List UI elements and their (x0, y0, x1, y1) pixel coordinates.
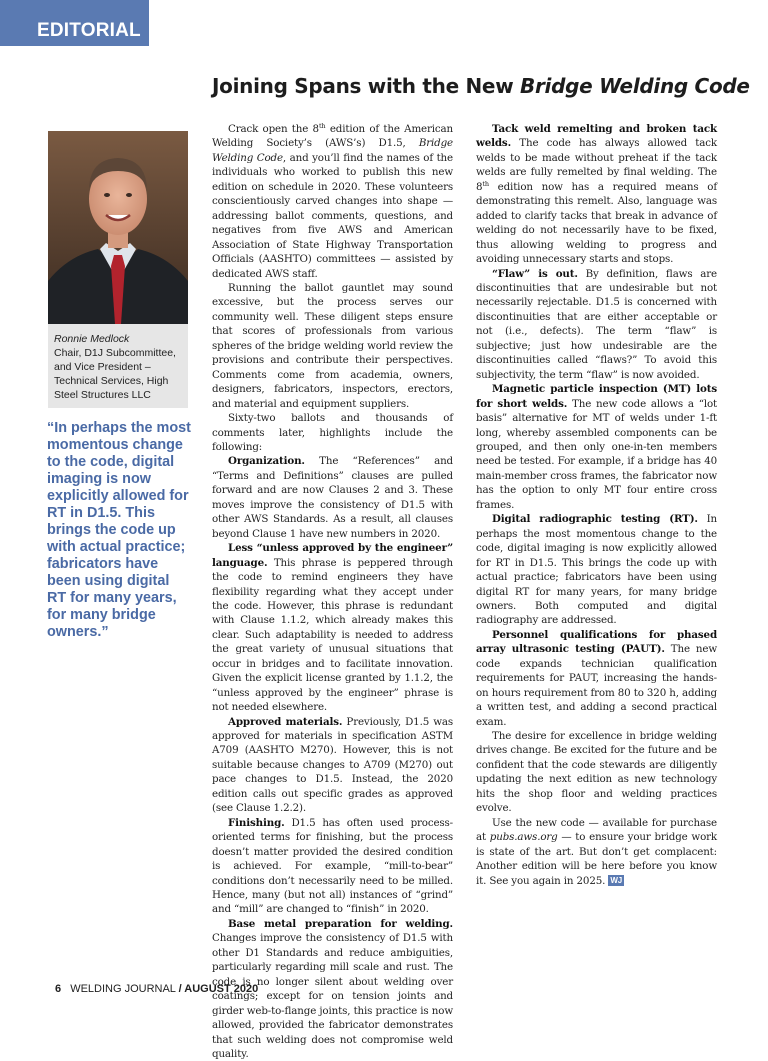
author-photo (48, 131, 188, 324)
closing-link-text: pubs.aws.org (489, 831, 558, 844)
basemetal-body: Changes improve the consistency of D1.5 with other D1 Standards and reduce ambiguities, particularly regarding mill scale and rust. The code is no longer silent about welding over coatings; except for on tension joints and girder web-to-flange joints, this practice is now allowed, provided the fabricator demonstrates that such welding does not compromise weld quality. (212, 932, 453, 1060)
paragraph-mt (476, 382, 717, 512)
headline (212, 74, 750, 98)
intro-text-a: Crack open the 8 (228, 123, 319, 135)
headline-italic: Bridge Welding Code (520, 74, 750, 98)
section-tag: EDITORIAL (0, 0, 149, 46)
paragraph-organization (212, 454, 453, 541)
paut-body: The new code expands technician qualification requirements for PAUT, increasing the hands-on hours requirement from 80 to 320 h, adding a written test, and adding a second practical exam. (476, 643, 717, 728)
mt-head: Magnetic particle inspection (MT) lots for short welds. (476, 383, 717, 410)
journal-name: WELDING JOURNAL (70, 983, 176, 995)
wj-end-badge: WJ (610, 875, 623, 885)
tackweld-body-b: edition now has a required means of demonstrating this remelt. Also, language was added to clarify tacks that break in advance of welding do not necessarily have to be fixed, thus allowing welding to progress and avoiding unnecessary starts and stops. (476, 180, 717, 266)
closing-text-a: Use the new code — available for purchase at (476, 816, 717, 844)
author-portrait-image (48, 131, 188, 324)
digital-head: Digital radiographic testing (RT). (492, 513, 698, 526)
flaw-head: “Flaw” is out. (492, 267, 578, 280)
mt-body: The new code allows a “lot basis” alternative for MT of welds under 1-ft long, whereby assembled components can be grouped, and then only one-in-ten members need be tested. For example, if a bridge has 40 main-member cross frames, the fabricator now has the option to only MT four entire cross frames. (476, 397, 718, 511)
headline-main: Joining Spans with the New (212, 74, 521, 98)
tackweld-sup: th (482, 179, 489, 188)
page-number: 6 (55, 983, 62, 995)
tackweld-body-a: The code has always allowed tack welds to be made without preheat if the tack welds are fully remelted by final welding. The 8 (476, 137, 717, 193)
paut-head: Personnel qualifications for phased array ultrasonic testing (PAUT). (476, 628, 717, 656)
tackweld-head: Tack weld remelting and broken tack welds. (476, 123, 717, 150)
approved-body: Previously, D1.5 was approved for materials in specification ASTM A709 (AASHTO M270). However, this is not suitable because changes to A709 (M270) out pace changes to D1.5. Instead, the 2020 edition calls out specific grades as approved (see Clause 1.2.2). (212, 715, 453, 815)
paragraph-paut (476, 628, 717, 729)
paragraph-approved (212, 715, 453, 816)
approved-head: Approved materials. (228, 715, 343, 728)
issue-date: / AUGUST 2020 (178, 983, 259, 995)
organization-head: Organization. (228, 455, 305, 468)
unless-body: This phrase is peppered through the code to remind engineers they have flexibility regarding what they accept under the code. However, this phrase is redundant with Clause 1.1.2, which already makes this clear. Such adaptability is needed to address the great variety of unusual situations that occur in bridges and to facilitate innovation. Given the explicit license granted by 1.1.2, the “unless approved by the engineer” phrase is not needed elsewhere. (212, 556, 453, 714)
paragraph-ballot: Running the ballot gauntlet may sound excessive, but the process serves our community well. These diligent steps ensure that scores of professionals from various spheres of the bridge welding world review the provisions and contribute their perspectives. Comments come from academia, owners, designers, fabricators, inspectors, erectors, and material and equipment suppliers. (212, 281, 453, 410)
article-column-2 (476, 122, 717, 888)
intro-text-b: edition of the American Welding Society’s (AWS’s) D1.5, (212, 123, 454, 150)
paragraph-tackweld (476, 122, 717, 267)
caption-name: Ronnie Medlock (54, 333, 130, 345)
basemetal-head: Base metal preparation for welding. (228, 917, 453, 930)
paragraph-finishing (212, 816, 453, 917)
intro-italic: Bridge Welding Code (212, 137, 453, 164)
organization-body: The “References” and “Terms and Definitions” clauses are pulled forward and are now Clauses 2 and 3. These moves improve the consistency of D1.5 with other AWS Standards. As a result, all clauses beyond Clause 1 have new numbers in 2020. (212, 455, 453, 540)
intro-text-c: , and you’ll find the names of the individuals who worked to publish this new edition on schedule in 2020. These volunteers conscientiously carved changes into shape — addressing ballot comments, questions, and negatives from five AWS and American Association of State Highway Transportation Officials (AASHTO) committees — assisted by dedicated AWS staff. (212, 151, 453, 280)
paragraph-closing (476, 816, 717, 888)
photo-caption (48, 324, 188, 408)
paragraph-intro (212, 122, 453, 281)
paragraph-desire: The desire for excellence in bridge welding drives change. Be excited for the future and be confident that the code stewards are diligently updating the next edition as new technology hits the shop floor and welding practices evolve. (476, 730, 717, 815)
digital-body: In perhaps the most momentous change to the code, digital imaging is now explicitly allowed for RT in D1.5. This brings the code up with actual practice; fabricators have been using digital RT for many years, for many bridge owners. Both computed and digital radiography are addressed. (476, 513, 717, 627)
intro-sup: th (318, 122, 326, 130)
page-footer (55, 983, 258, 995)
finishing-head: Finishing. (228, 816, 285, 829)
paragraph-unless (212, 541, 453, 714)
paragraph-highlights: Sixty-two ballots and thousands of comments later, highlights include the following: (212, 412, 453, 453)
closing-text-b: — to ensure your bridge work is state of the art. But don’t get complacent: Another edition will be here before you know it. See you again in 2025. (476, 831, 717, 887)
paragraph-flaw (476, 267, 717, 383)
flaw-body: By definition, flaws are discontinuities that are undesirable but not necessarily rejectable. D1.5 is concerned with discontinuities that are either acceptable or not (i.e., defects). The term “flaw” is subjective; just how undesirable are the discontinuities called “flaws?” To avoid this subjectivity, the term “flaw” is now avoided. (476, 267, 717, 381)
caption-title: Chair, D1J Subcommittee, and Vice President – Technical Services, High Steel Structures LLC (54, 347, 176, 401)
finishing-body: D1.5 has often used process-oriented terms for finishing, but the process doesn’t matter provided the desired condition is achieved. For example, “mill-to-bear” conditions don’t necessarily need to be milled. Hence, many (but not all) instances of “grind” and “mill” are changed to “finish” in 2020. (212, 816, 453, 916)
article-column-1 (212, 122, 453, 1061)
unless-head: Less “unless approved by the engineer” language. (212, 542, 453, 569)
paragraph-digital (476, 512, 717, 628)
pull-quote: “In perhaps the most momentous change to the code, digital imaging is now explicitly allowed for RT in D1.5. This brings the code up with actual practice; fabricators have been using digital RT for many years, for many bridge owners.” (47, 420, 191, 640)
